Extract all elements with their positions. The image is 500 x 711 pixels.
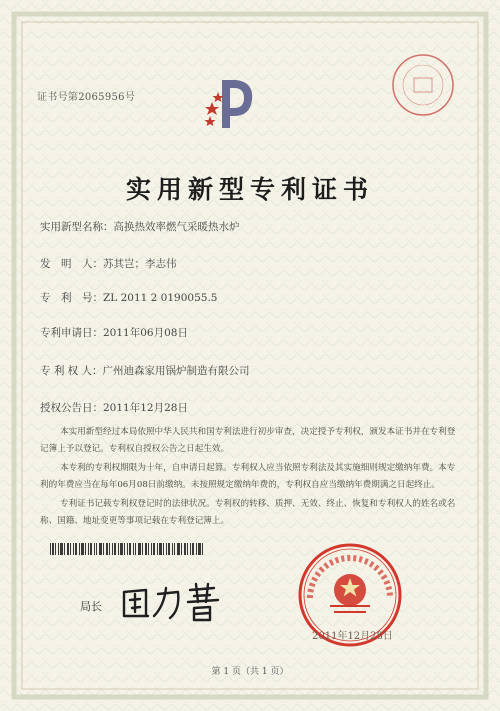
patentee-value: 广州迪森家用锅炉制造有限公司 [102, 365, 250, 377]
certificate-title: 实用新型专利证书 [125, 175, 374, 204]
filing-date-label: 专利申请日： [40, 327, 103, 339]
inventor-row [40, 256, 177, 271]
patent-office-logo [200, 72, 260, 136]
utility-name-label: 实用新型名称： [40, 221, 114, 233]
director-signature [118, 580, 228, 629]
filing-date-row [40, 325, 188, 340]
patent-number-value: ZL 2011 2 0190055.5 [103, 292, 218, 304]
grant-date-value: 2011年12月28日 [103, 402, 188, 414]
patent-number-row [40, 290, 217, 305]
patentee-row [40, 363, 250, 378]
grant-date-row [40, 400, 188, 415]
agency-stamp [388, 50, 458, 124]
filing-date-value: 2011年06月08日 [103, 327, 188, 339]
barcode [50, 540, 205, 552]
patent-number-label: 专 利 号： [40, 292, 103, 304]
utility-name-value: 高换热效率燃气采暖热水炉 [113, 221, 240, 233]
utility-name-row [40, 219, 240, 234]
inventor-value: 苏其岂；李志伟 [103, 258, 177, 270]
grant-date-label: 授权公告日： [40, 402, 103, 414]
paragraph-term: 本专利的专利权期限为十年，自申请日起算。专利权人应当依照专利法及其实施细则规定缴纳年费。本专利的年费应当在每年06月08日前缴纳。未按照规定缴纳年费的，专利权自应当缴纳年费期满之日起终止。 [40, 463, 456, 490]
inventor-label: 发 明 人： [40, 258, 103, 270]
certificate-number: 证书号第2065956号 [37, 92, 136, 103]
paragraph-examination: 本实用新型经过本局依照中华人民共和国专利法进行初步审查，决定授予专利权，颁发本证书并在专利登记簿上予以登记。专利权自授权公告之日起生效。 [40, 427, 456, 454]
patentee-label: 专 利 权 人： [40, 365, 103, 377]
seal-date: 2011年12月28日 [312, 631, 393, 642]
page-footer: 第 1 页（共 1 页） [211, 667, 289, 677]
paragraph-legal-status: 专利证书记载专利权登记时的法律状况。专利权的转移、质押、无效、终止、恢复和专利权人的姓名或名称、国籍、地址变更等事项记载在专利登记簿上。 [40, 499, 456, 526]
director-label: 局长 [80, 600, 102, 613]
